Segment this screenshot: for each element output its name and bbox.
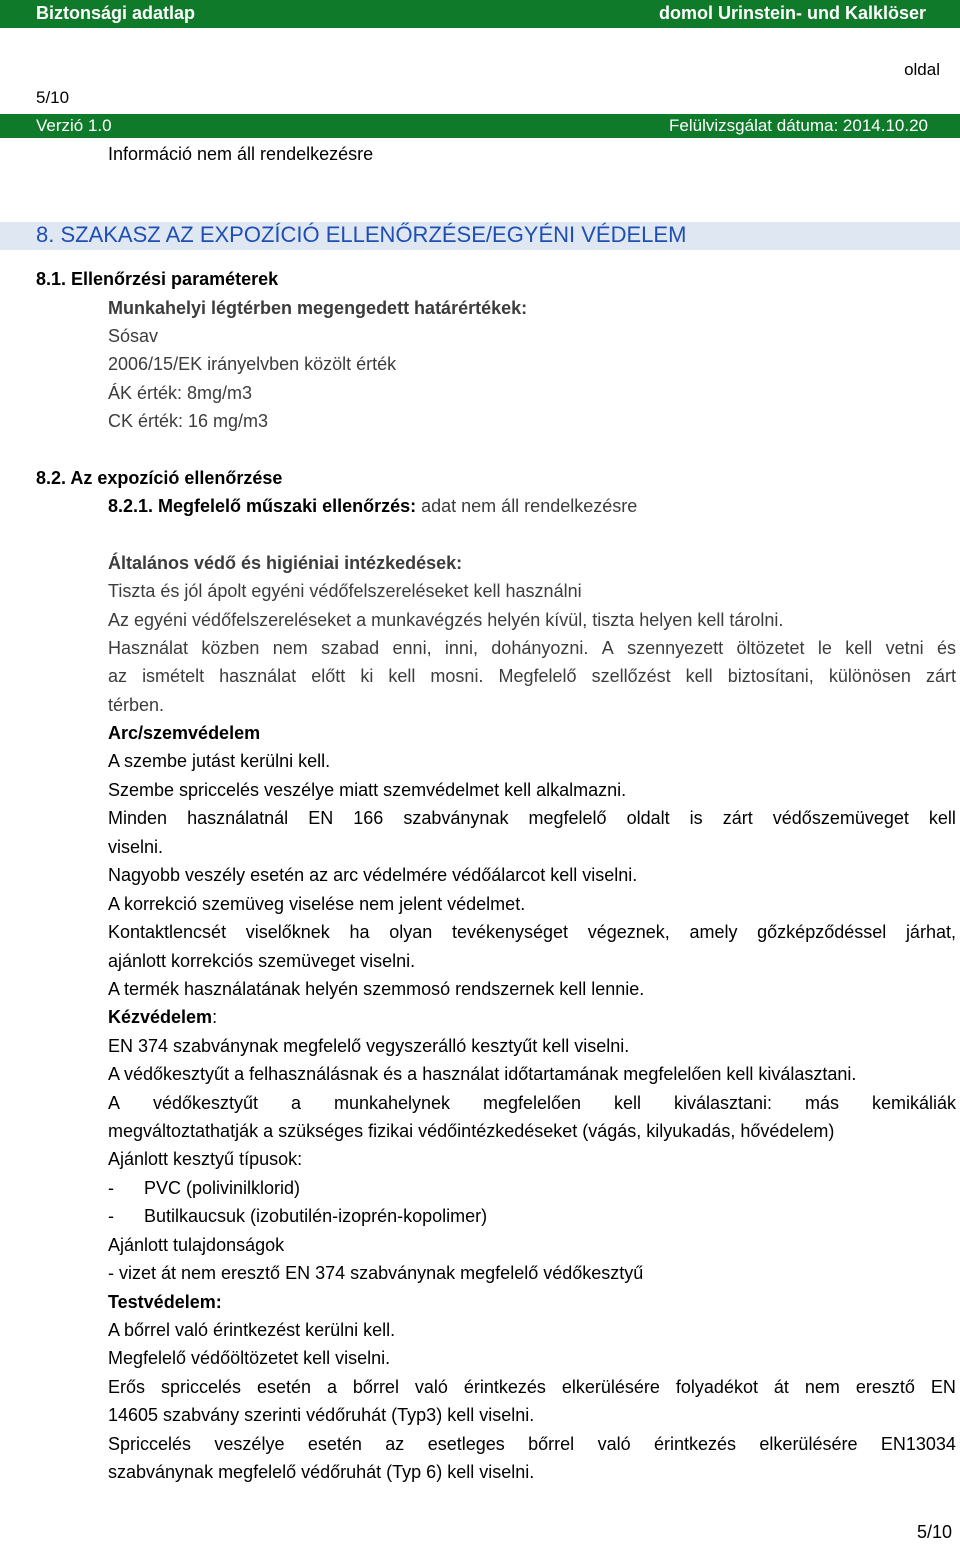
general-line-3 bbox=[108, 637, 956, 659]
version: Verzió 1.0 bbox=[36, 116, 112, 135]
section-8-heading bbox=[0, 222, 960, 250]
glove-type-1-dash: - bbox=[108, 1178, 114, 1198]
section-8-1-title: 8.1. Ellenőrzési paraméterek bbox=[36, 269, 279, 289]
word: való bbox=[597, 1434, 631, 1454]
body-line-5 bbox=[108, 1433, 956, 1455]
word: kell bbox=[845, 638, 873, 658]
general-line-4 bbox=[108, 665, 956, 687]
substance: Sósav bbox=[108, 326, 159, 346]
word: tevékenységet bbox=[451, 922, 569, 942]
word: nem bbox=[804, 1377, 840, 1397]
word: Spriccelés bbox=[108, 1434, 192, 1454]
word: szennyezett bbox=[627, 638, 724, 658]
word: bőrrel bbox=[528, 1434, 575, 1454]
word: vetni bbox=[885, 638, 924, 658]
word: inni, bbox=[444, 638, 478, 658]
word: biztosítani, bbox=[727, 666, 814, 686]
eye-line-1: A szembe jutást kerülni kell. bbox=[108, 751, 331, 771]
general-line-2: Az egyéni védőfelszereléseket a munkavégzés helyén kívül, tiszta helyen kell tárolni. bbox=[108, 610, 784, 630]
word: nem bbox=[272, 638, 308, 658]
version-bar bbox=[0, 114, 960, 138]
hand-heading-colon: : bbox=[212, 1007, 218, 1027]
body-line-6: szabványnak megfelelő védőruhát (Typ 6) kell viselni. bbox=[108, 1462, 535, 1482]
word: ki bbox=[360, 666, 374, 686]
word: esetén bbox=[256, 1377, 311, 1397]
section-8-2-1-label: 8.2.1. Megfelelő műszaki ellenőrzés: bbox=[108, 496, 417, 516]
eye-line-9: A termék használatának helyén szemmosó rendszernek kell lennie. bbox=[108, 979, 645, 999]
word: védőkesztyűt bbox=[152, 1093, 259, 1113]
hand-line-3 bbox=[108, 1092, 956, 1114]
general-line-5: térben. bbox=[108, 695, 165, 715]
word: különösen bbox=[828, 666, 911, 686]
glove-type-1: PVC (polivinilklorid) bbox=[144, 1178, 301, 1198]
word: a bbox=[326, 1377, 337, 1397]
section-8-2-1 bbox=[108, 495, 637, 517]
word: végeznek, bbox=[587, 922, 670, 942]
general-line-1: Tiszta és jól ápolt egyéni védőfelszereléseket kell használni bbox=[108, 581, 582, 601]
body-line-4: 14605 szabvány szerinti védőruhát (Typ3) kell viselni. bbox=[108, 1405, 535, 1425]
word: folyadékot bbox=[675, 1377, 758, 1397]
word: esetén bbox=[307, 1434, 362, 1454]
hand-line-4: megváltoztathatják a szükséges fizikai védőintézkedéseket (vágás, kilyukadás, hővédelem) bbox=[108, 1121, 835, 1141]
eye-heading: Arc/szemvédelem bbox=[108, 723, 261, 743]
word: gőzképződéssel bbox=[757, 922, 887, 942]
word: enni, bbox=[392, 638, 432, 658]
body-line-3 bbox=[108, 1376, 956, 1398]
glove-type-2: Butilkaucsuk (izobutilén-izoprén-kopolimer) bbox=[144, 1206, 488, 1226]
eye-line-2: Szembe spriccelés veszélye miatt szemvédelmet kell alkalmazni. bbox=[108, 780, 627, 800]
word: kell bbox=[928, 808, 956, 828]
word: olyan bbox=[389, 922, 433, 942]
glove-types-label: Ajánlott kesztyű típusok: bbox=[108, 1149, 303, 1169]
word: bőrrel bbox=[352, 1377, 399, 1397]
word: ha bbox=[349, 922, 370, 942]
header-bar bbox=[0, 0, 960, 28]
word: használat bbox=[219, 666, 297, 686]
eye-line-8: ajánlott korrekciós szemüveget viselni. bbox=[108, 951, 416, 971]
word: más bbox=[804, 1093, 839, 1113]
word: érintkezés bbox=[653, 1434, 737, 1454]
word: használatnál bbox=[187, 808, 289, 828]
hand-line-2: A védőkesztyűt a felhasználásnak és a használat időtartamának megfelelően kell kiválasztani. bbox=[108, 1064, 857, 1084]
word: amely bbox=[689, 922, 738, 942]
word: kell bbox=[614, 1093, 642, 1113]
glove-prop-1: - vizet át nem eresztő EN 374 szabványnak megfelelő védőkesztyű bbox=[108, 1263, 644, 1283]
word: járhat, bbox=[905, 922, 956, 942]
footer-page-number: 5/10 bbox=[916, 1522, 952, 1542]
directive: 2006/15/EK irányelvben közölt érték bbox=[108, 354, 397, 374]
section-8-2-title: 8.2. Az expozíció ellenőrzése bbox=[36, 468, 283, 488]
word: szabad bbox=[321, 638, 380, 658]
word: szabványnak bbox=[403, 808, 509, 828]
word: a bbox=[290, 1093, 301, 1113]
general-heading: Általános védő és higiéniai intézkedések: bbox=[108, 553, 463, 573]
word: munkahelynek bbox=[333, 1093, 451, 1113]
word: kell bbox=[685, 666, 713, 686]
ck-value: CK érték: 16 mg/m3 bbox=[108, 411, 269, 431]
word: Erős bbox=[108, 1377, 146, 1397]
word: EN13034 bbox=[880, 1434, 956, 1454]
word: Kontaktlencsét bbox=[108, 922, 227, 942]
word: le bbox=[817, 638, 832, 658]
word: át bbox=[773, 1377, 789, 1397]
word: veszélye bbox=[214, 1434, 285, 1454]
word: Minden bbox=[108, 808, 168, 828]
ak-value: ÁK érték: 8mg/m3 bbox=[108, 383, 253, 403]
glove-props-label: Ajánlott tulajdonságok bbox=[108, 1235, 285, 1255]
eye-line-4: viselni. bbox=[108, 837, 164, 857]
word: kemikáliák bbox=[871, 1093, 956, 1113]
limits-title: Munkahelyi légtérben megengedett határértékek: bbox=[108, 298, 528, 318]
page-number: 5/10 bbox=[36, 88, 70, 107]
word: megfelelően bbox=[482, 1093, 582, 1113]
word: szellőzést bbox=[591, 666, 671, 686]
eye-line-5: Nagyobb veszély esetén az arc védelmére védőálarcot kell viselni. bbox=[108, 865, 638, 885]
word: EN bbox=[930, 1377, 956, 1397]
body-line-1: A bőrrel való érintkezést kerülni kell. bbox=[108, 1320, 396, 1340]
section-8-2-1-text: adat nem áll rendelkezésre bbox=[416, 496, 638, 516]
word: az bbox=[108, 666, 128, 686]
body-heading: Testvédelem: bbox=[108, 1292, 222, 1312]
word: elkerülésére bbox=[561, 1377, 660, 1397]
word: kell bbox=[388, 666, 416, 686]
word: és bbox=[936, 638, 956, 658]
hand-heading bbox=[108, 1006, 956, 1028]
word: az bbox=[385, 1434, 405, 1454]
glove-type-2-dash: - bbox=[108, 1206, 114, 1226]
oldal-label: oldal bbox=[904, 60, 940, 79]
word: esetleges bbox=[427, 1434, 505, 1454]
word: zárt bbox=[925, 666, 956, 686]
word: viselőknek bbox=[245, 922, 330, 942]
word: kiválasztani: bbox=[673, 1093, 773, 1113]
word: öltözetet bbox=[736, 638, 805, 658]
word: megfelelő bbox=[528, 808, 607, 828]
document-type: Biztonsági adatlap bbox=[36, 3, 196, 23]
word: elkerülésére bbox=[759, 1434, 858, 1454]
section-8-title: 8. SZAKASZ AZ EXPOZÍCIÓ ELLENŐRZÉSE/EGYÉNI VÉDELEM bbox=[36, 222, 687, 247]
word: Használat bbox=[108, 638, 189, 658]
word: spriccelés bbox=[160, 1377, 241, 1397]
hand-line-1: EN 374 szabványnak megfelelő vegyszerálló kesztyűt kell viselni. bbox=[108, 1036, 630, 1056]
word: való bbox=[414, 1377, 448, 1397]
word: dohányozni. bbox=[491, 638, 589, 658]
eye-line-3 bbox=[108, 807, 956, 829]
word: Megfelelő bbox=[498, 666, 577, 686]
body-line-2: Megfelelő védőöltözetet kell viselni. bbox=[108, 1348, 391, 1368]
word: ismételt bbox=[142, 666, 205, 686]
word: oldalt bbox=[626, 808, 670, 828]
eye-line-6: A korrekció szemüveg viselése nem jelent védelmet. bbox=[108, 894, 526, 914]
word: A bbox=[601, 638, 614, 658]
product-name: domol Urinstein- und Kalklöser bbox=[658, 3, 926, 23]
eye-line-7 bbox=[108, 921, 956, 943]
word: védőszemüveget bbox=[772, 808, 909, 828]
word: érintkezés bbox=[463, 1377, 546, 1397]
previous-section-text: Információ nem áll rendelkezésre bbox=[108, 144, 374, 164]
word: eresztő bbox=[855, 1377, 915, 1397]
word: 166 bbox=[353, 808, 384, 828]
word: közben bbox=[201, 638, 260, 658]
word: is bbox=[689, 808, 703, 828]
revision-date: Felülvizsgálat dátuma: 2014.10.20 bbox=[669, 116, 928, 135]
word: EN bbox=[308, 808, 334, 828]
word: A bbox=[108, 1093, 121, 1113]
word: előtt bbox=[311, 666, 346, 686]
word: mosni. bbox=[430, 666, 484, 686]
word: zárt bbox=[722, 808, 753, 828]
hand-heading-label: Kézvédelem bbox=[108, 1007, 213, 1027]
